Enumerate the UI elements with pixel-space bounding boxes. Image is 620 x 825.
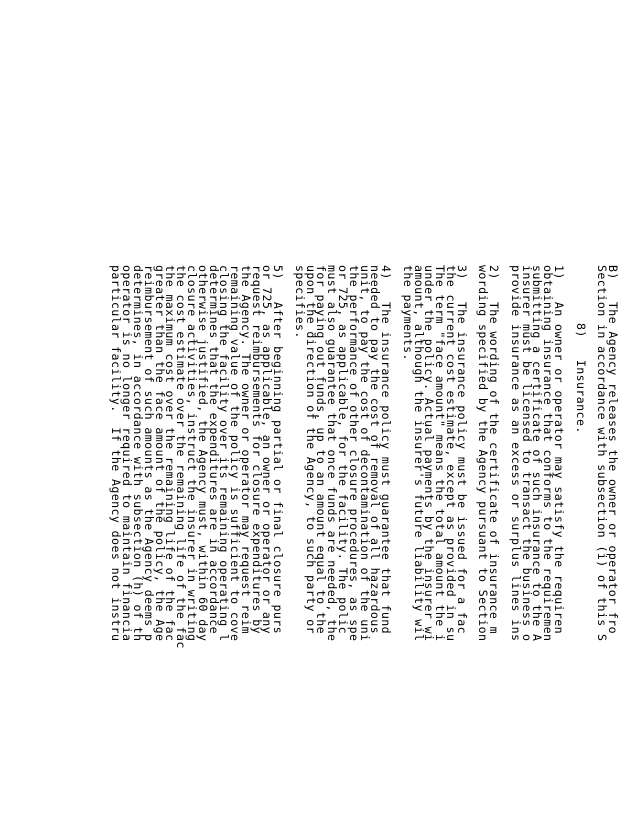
text-line: reimbursement of such amounts as the Agency deems p [141,265,156,642]
paragraph-3 [402,265,467,825]
text-line: the payments. [400,265,415,361]
paragraph-b [596,265,618,825]
text-line: determines that the expenditures are in accordance [206,265,221,635]
paragraph-4 [292,265,394,825]
paragraph-5 [111,265,284,825]
text-line: operator is no longer required to maintain financia [120,265,135,642]
text-line: closing the facility over its remaining operating l [217,265,232,642]
text-line: the Agency. The owner or operator may request reim [238,265,253,635]
text-line: specifies. [292,265,307,339]
text-line: remaining value of the policy is sufficient to cove [228,265,243,642]
text-line: under the policy. Actual payments by the insurer wi [422,265,437,642]
paragraph-2 [478,265,500,825]
text-line: particular facility. If the Agency does not instru [109,265,124,642]
text-line: 4) The insurance policy must guarantee that fund [379,265,394,635]
text-line: the current cost estimate, except as provided in su [444,265,459,642]
text-line: B) The Agency releases the owner or operator fro [606,265,620,635]
text-line: submitting a certificate of such insurance to the A [530,265,545,642]
text-line: the cost estimate over the remaining life of the fac [174,265,189,649]
text-line: 1) An owner or operator may satisfy the requiren [552,265,567,635]
text-line: 5) After beginning partial or final closure purs [271,265,286,635]
text-line: or 725, as applicable, an owner or operator or any [260,265,275,635]
text-line: closure activities, instruct the insurer in writing [184,265,199,642]
text-line: upon the direction of the Agency, to such party or [303,265,318,635]
text-line: or 725, as applicable, for the facility. The polic [336,265,351,635]
text-line: 3) The insurance policy must be issued for a fac [454,265,469,635]
text-line: determines, in accordance with subsection (h) of th [130,265,145,642]
rotated-text-block [78,265,618,825]
text-line: the performance of other closure procedures, as spe [346,265,361,642]
text-line: obtaining insurance that conforms to the requiremen [541,265,556,642]
section-heading: 8) Insurance. [573,323,588,434]
text-line: greater than the face amount of the policy, the Age [152,265,167,642]
text-line: must also guarantee that once funds are needed, the [325,265,340,642]
text-line: for paying out funds, up to an amount equal to the [314,265,329,635]
text-line: needed to pay the cost of removal of all hazardous [368,265,383,635]
text-line: unit, to pay the cost of decontamination of the uni [357,265,372,642]
text-line: The term "face amount" means the total amount the i [433,265,448,642]
paragraph-1 [508,265,567,825]
text-line: provide insurance as an excess or surplus lines ins [508,265,523,642]
text-line: the maximum cost over the remaining life of the fac [163,265,178,642]
text-line: otherwise justified, the Agency must, within 60 day [195,265,210,642]
text-line: request reimbursements for closure expenditures by [249,265,264,635]
text-line: Section in accordance with subsection (i) of this S [595,265,610,642]
text-line: wording specified by the Agency pursuant to Section [476,265,491,642]
text-line: amount, although the insurer's future liability wil [411,265,426,642]
text-line: 2) The wording of the certificate of insurance m [487,265,502,635]
text-line: insurer must be licensed to transact the business o [519,265,534,642]
